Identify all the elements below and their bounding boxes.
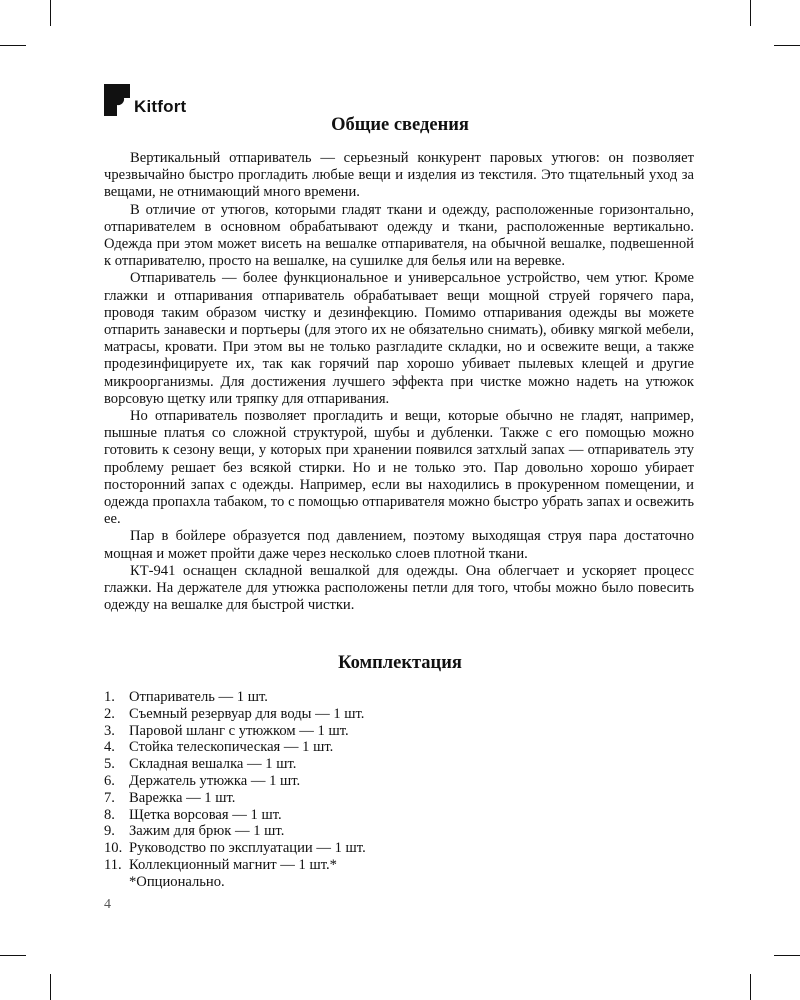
- list-item: [104, 823, 604, 840]
- list-item-text: Щетка ворсовая — 1 шт.: [129, 806, 282, 823]
- paragraph: Но отпариватель позволяет прогладить и вещи, которые обычно не гладят, например, пышные платья со сложной структурой, шубы и дубленки. Также с его помощью можно готовить к сезону вещи, у которых при хранении появился затхлый запах — отпариватель эту проблему решает без всякой стирки. Но и не только это. Пар довольно хорошо убирает посторонний запах с одежды. Например, если вы находились в прокуренном помещении, и одежда пропахла табаком, то с помощью отпаривателя можно быстро убрать запах и освежить ее.: [104, 408, 694, 528]
- kitfort-logo-icon: [104, 84, 130, 116]
- list-item: [104, 739, 604, 756]
- list-item: [104, 773, 604, 790]
- list-item-text: Руководство по эксплуатации — 1 шт.: [129, 840, 366, 857]
- paragraph: Отпариватель — более функциональное и универсальное устройство, чем утюг. Кроме глажки и отпаривания отпариватель обрабатывает вещи мощной струей горячего пара, проводя таким образом чистку и дезинфекцию. Помимо отпаривания одежды вы можете отпарить занавески и портьеры (для этого их не обязательно снимать), обивку мягкой мебели, матрасы, кровати. При этом вы не только разгладите складки, но и освежите вещи, а также продезинфицируете их, так как горячий пар хорошо убивает пылевых клещей и другие микроорганизмы. Для достижения лучшего эффекта при чистке можно надеть на утюжок ворсовую щетку или тряпку для отпаривания.: [104, 270, 694, 407]
- list-item-text: Держатель утюжка — 1 шт.: [129, 772, 301, 789]
- list-item: [104, 857, 604, 874]
- general-info-text: [104, 150, 694, 614]
- list-item-text: Стойка телескопическая — 1 шт.: [129, 739, 334, 756]
- list-item-text: Варежка — 1 шт.: [129, 789, 236, 806]
- list-item-number: 2.: [104, 705, 115, 722]
- crop-mark: [0, 45, 26, 46]
- list-item-number: 5.: [104, 756, 115, 773]
- list-item: [104, 723, 604, 740]
- list-item-number: 4.: [104, 739, 115, 756]
- brand-logo: [104, 84, 186, 116]
- list-item: [104, 807, 604, 824]
- crop-mark: [50, 974, 51, 1000]
- package-list: [104, 689, 604, 874]
- crop-mark: [0, 955, 26, 956]
- list-item-number: 3.: [104, 722, 115, 739]
- list-item-number: 1.: [104, 689, 115, 705]
- page-number: 4: [104, 897, 111, 912]
- list-item-text: Паровой шланг с утюжком — 1 шт.: [129, 722, 349, 739]
- crop-mark: [750, 0, 751, 26]
- list-item: [104, 756, 604, 773]
- list-item-number: 6.: [104, 772, 115, 789]
- list-item-number: 7.: [104, 789, 115, 806]
- brand-name: Kitfort: [134, 97, 187, 116]
- paragraph: Пар в бойлере образуется под давлением, поэтому выходящая струя пара достаточно мощная и может пройти даже через несколько слоев плотной ткани.: [104, 528, 694, 562]
- crop-mark: [774, 45, 800, 46]
- list-item-number: 11.: [104, 856, 122, 873]
- paragraph: В отличие от утюгов, которыми гладят ткани и одежду, расположенные горизонтально, отпаривателем в основном обрабатывают одежду и ткани, расположенные вертикально. Одежда при этом может висеть на вешалке отпаривателя, на обычной вешалке, подвешенной к отпаривателю, просто на вешалке, на сушилке для белья или на веревке.: [104, 201, 694, 270]
- paragraph: КТ-941 оснащен складной вешалкой для одежды. Она облегчает и ускоряет процесс глажки. На держателе для утюжка расположены петли для того, чтобы можно было повесить одежду на вешалке для быстрой чистки.: [104, 562, 694, 614]
- list-item-number: 8.: [104, 806, 115, 823]
- list-item-text: Съемный резервуар для воды — 1 шт.: [129, 705, 365, 722]
- paragraph: Вертикальный отпариватель — серьезный конкурент паровых утюгов: он позволяет чрезвычайно быстро прогладить любые вещи и изделия из текстиля. Это тщательный уход за вещами, не отнимающий много времени.: [104, 150, 694, 201]
- section-title-package: Комплектация: [338, 653, 462, 673]
- list-item-text: Складная вешалка — 1 шт.: [129, 756, 297, 773]
- list-item-text: Отпариватель — 1 шт.: [129, 689, 268, 705]
- crop-mark: [750, 974, 751, 1000]
- list-item-text: Зажим для брюк — 1 шт.: [129, 823, 285, 840]
- crop-mark: [50, 0, 51, 26]
- list-item: [104, 706, 604, 723]
- crop-mark: [774, 955, 800, 956]
- footnote: *Опционально.: [129, 874, 225, 890]
- list-item: [104, 790, 604, 807]
- list-item: [104, 689, 604, 706]
- section-title-general: Общие сведения: [331, 115, 469, 135]
- list-item-number: 9.: [104, 823, 115, 840]
- list-item-text: Коллекционный магнит — 1 шт.*: [129, 856, 337, 873]
- list-item-number: 10.: [104, 840, 123, 857]
- list-item: [104, 840, 604, 857]
